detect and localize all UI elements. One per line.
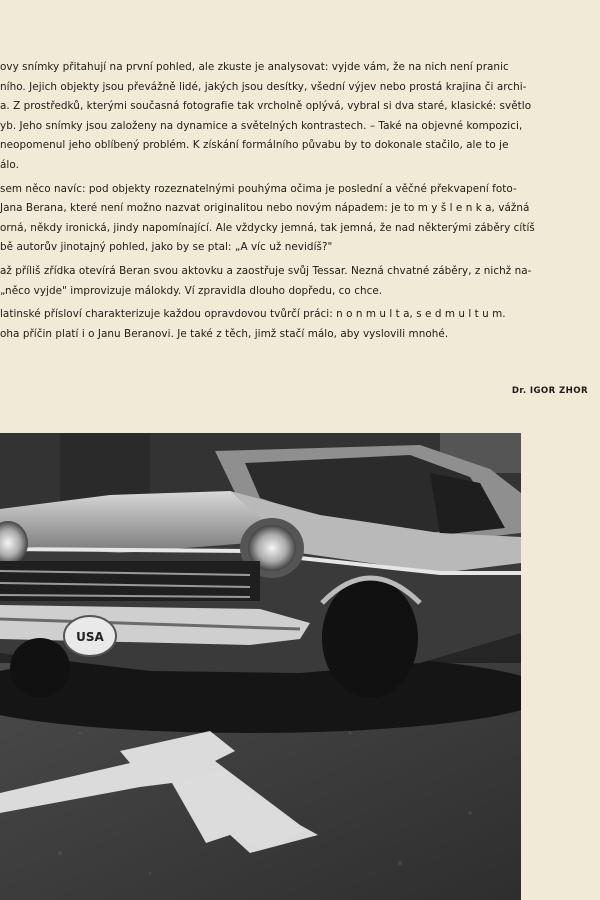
text-line: neopomenul jeho oblíbený problém. K získání formálního půvabu by to dokonale stačilo, ale to je: [0, 139, 509, 152]
text-line: bě autorův jinotajný pohled, jako by se ptal: „A víc už nevidíš?": [0, 241, 333, 254]
text-line: „něco vyjde" improvizuje málokdy. Ví zpravidla dlouho dopředu, co chce.: [0, 284, 383, 297]
text-line: latinské přísloví charakterizuje každou opravdovou tvůrčí práci: n o n m u l t a, s e d m u l t u m.: [0, 308, 506, 321]
text-line: álo.: [0, 158, 19, 171]
paragraph-3: [0, 262, 594, 301]
article-text: [0, 58, 594, 344]
paragraph-2: [0, 180, 594, 258]
car-photo-illustration: [0, 433, 521, 900]
text-line: Jana Berana, které není možno nazvat originalitou nebo novým nápadem: je to m y š l e n k a, vážná: [0, 202, 530, 215]
paragraph-4: [0, 305, 594, 344]
text-line: až příliš zřídka otevírá Beran svou aktovku a zaostřuje svůj Tessar. Nezná chvatné záběry, z nichž na-: [0, 264, 532, 277]
car-photograph: [0, 433, 521, 900]
text-line: oha příčin platí i o Janu Beranovi. Je také z těch, jimž stačí málo, aby vyslovili mnohé.: [0, 327, 449, 340]
text-line: sem něco navíc: pod objekty rozeznatelnými pouhýma očima je poslední a věčné překvapení foto-: [0, 182, 517, 195]
author-signature: Dr. IGOR ZHOR: [511, 386, 588, 396]
text-line: a. Z prostředků, kterými současná fotografie tak vrcholně oplývá, vybral si dva staré, klasické: světlo: [0, 100, 532, 113]
text-line: orná, někdy ironická, jindy napomínající. Ale vždycky jemná, tak jemná, že nad některými záběry cítíš: [0, 221, 535, 234]
text-line: ního. Jejich objekty jsou převážně lidé, jakých jsou desítky, všední výjev nebo prostá krajina či archi-: [0, 80, 527, 93]
license-plate-text: USA: [76, 630, 104, 644]
paragraph-1: [0, 58, 594, 176]
text-line: yb. Jeho snímky jsou založeny na dynamice a světelných kontrastech. – Také na objevné kompozici,: [0, 119, 523, 132]
text-line: ovy snímky přitahují na první pohled, ale zkuste je analysovat: vyjde vám, že na nich není pranic: [0, 61, 509, 73]
